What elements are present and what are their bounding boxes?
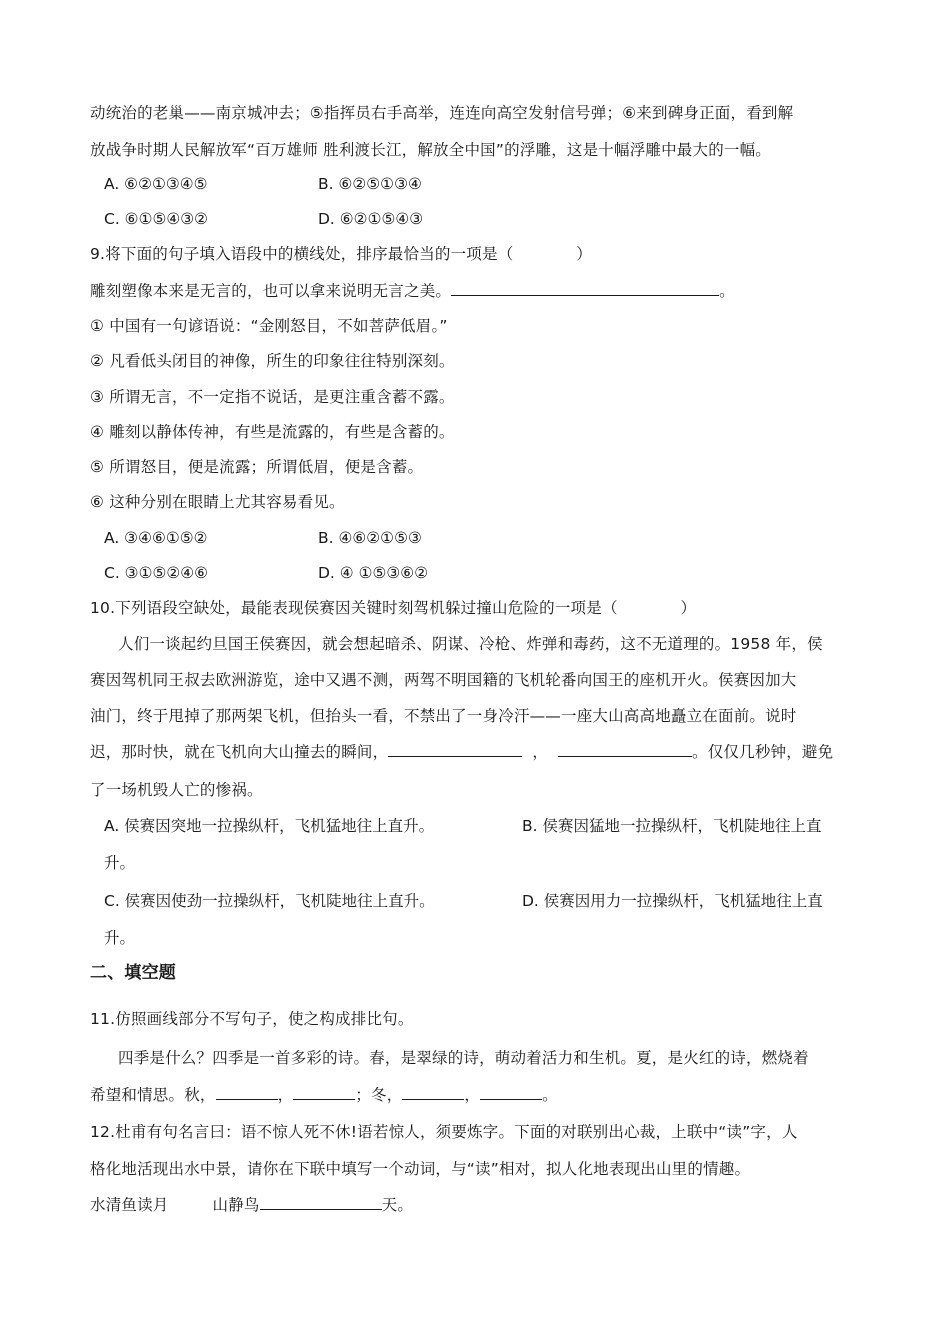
q10-passage-line-4 [90, 741, 833, 763]
q11-blank-4[interactable] [480, 1084, 542, 1100]
q11-autumn-label: 希望和情思。秋， [90, 1086, 216, 1104]
q12-stem-line-2: 格化地活现出水中景，请你在下联中填写一个动词，与“读”相对，拟人化地表现出山里的情趣。 [90, 1160, 751, 1178]
q10-option-c[interactable]: C. 侯赛因使劲一拉操纵杆，飞机陡地往上直升。 [104, 892, 435, 910]
q9-passage [90, 280, 735, 302]
q9-option-b[interactable]: B. ④⑥②①⑤③ [318, 529, 422, 547]
q8-text-line-2: 放战争时期人民解放军“百万雄师 胜利渡长江，解放全中国”的浮雕，这是十幅浮雕中最大的一幅。 [90, 141, 771, 159]
q10-option-d[interactable]: D. 侯赛因用力一拉操纵杆，飞机猛地往上直 [522, 892, 823, 910]
q10-stem: 10.下列语段空缺处，最能表现侯赛因关键时刻驾机躲过撞山危险的一项是（ ） [90, 599, 697, 617]
q9-option-d[interactable]: D. ④ ①⑤③⑥② [318, 564, 429, 582]
q9-item-1: ① 中国有一句谚语说：“金刚怒目，不如菩萨低眉。” [90, 317, 448, 335]
q12-upper-line: 水清鱼读月 [90, 1196, 169, 1214]
q9-item-2: ② 凡看低头闭目的神像，所生的印象往往特别深刻。 [90, 352, 455, 370]
section-heading: 二、填空题 [90, 963, 176, 983]
q9-passage-end: 。 [719, 282, 735, 300]
q10-comma: ， [532, 743, 549, 761]
q8-option-a[interactable]: A. ⑥②①③④⑤ [104, 175, 208, 193]
q9-option-a[interactable]: A. ③④⑥①⑤② [104, 529, 208, 547]
q10-passage-line-3: 油门，终于甩掉了那两架飞机，但抬头一看，不禁出了一身冷汗——一座大山高高地矗立在面前。说时 [90, 707, 797, 725]
q11-winter-label: 冬， [371, 1086, 403, 1104]
q8-option-b[interactable]: B. ⑥②⑤①③④ [318, 175, 422, 193]
q8-option-c[interactable]: C. ⑥①⑤④③② [104, 210, 209, 228]
q10-option-b-wrap: 升。 [104, 854, 136, 872]
q10-passage-text: 迟，那时快，就在飞机向大山撞去的瞬间， [90, 743, 389, 761]
q11-end: 。 [542, 1086, 558, 1104]
q9-passage-text: 雕刻塑像本来是无言的，也可以拿来说明无言之美。 [90, 282, 452, 300]
q9-stem: 9.将下面的句子填入语段中的横线处，排序最恰当的一项是（ ） [90, 245, 592, 263]
q10-blank-1[interactable] [388, 741, 522, 757]
q11-comma-1: ， [277, 1086, 294, 1104]
q9-item-3: ③ 所谓无言，不一定指不说话，是更注重含蓄不露。 [90, 388, 455, 406]
q12-stem-line-1: 12.杜甫有句名言曰：语不惊人死不休!语若惊人，须要炼字。下面的对联别出心裁，上联中“读”字，人 [90, 1123, 798, 1141]
q11-stem: 11.仿照画线部分不写句子，使之构成排比句。 [90, 1010, 414, 1028]
q12-lower-line-start: 山静鸟 [212, 1196, 260, 1214]
q10-option-a[interactable]: A. 侯赛因突地一拉操纵杆，飞机猛地往上直升。 [104, 817, 435, 835]
q9-option-c[interactable]: C. ③①⑤②④⑥ [104, 564, 209, 582]
q8-text-line-1: 动统治的老巢——南京城冲去；⑤指挥员右手高举，连连向高空发射信号弹；⑥来到碑身正面，看到解 [90, 104, 794, 122]
q9-answer-blank[interactable] [451, 280, 719, 296]
q11-comma-2: ， [464, 1086, 481, 1104]
q9-item-6: ⑥ 这种分别在眼睛上尤其容易看见。 [90, 493, 345, 511]
q10-option-d-wrap: 升。 [104, 929, 136, 947]
q12-answer-blank[interactable] [260, 1194, 382, 1210]
q11-blank-1[interactable] [216, 1084, 278, 1100]
q8-option-d[interactable]: D. ⑥②①⑤④③ [318, 210, 424, 228]
q11-passage-line-2 [90, 1084, 558, 1106]
q12-lower-line-end: 天。 [381, 1196, 414, 1214]
q10-option-b[interactable]: B. 侯赛因猛地一拉操纵杆，飞机陡地往上直 [522, 817, 822, 835]
q10-passage-line-2: 赛因驾机同王叔去欧洲游览，途中又遇不测，两驾不明国籍的飞机轮番向国王的座机开火。侯赛因加大 [90, 671, 797, 689]
q10-passage-tail: 。仅仅几秒钟，避免 [692, 743, 834, 761]
q11-passage-line-1: 四季是什么？四季是一首多彩的诗。春，是翠绿的诗，萌动着活力和生机。夏，是火红的诗，燃烧着 [118, 1049, 809, 1067]
q10-passage-line-5: 了一场机毁人亡的惨祸。 [90, 781, 263, 799]
q9-item-5: ⑤ 所谓怒目，便是流露；所谓低眉，便是含蓄。 [90, 458, 424, 476]
q11-blank-2[interactable] [293, 1084, 355, 1100]
q12-couplet [90, 1194, 413, 1216]
q10-blank-2[interactable] [558, 741, 692, 757]
q10-passage-line-1: 人们一谈起约旦国王侯赛因，就会想起暗杀、阴谋、冷枪、炸弹和毒药，这不无道理的。1958 年，侯 [118, 635, 823, 653]
q11-blank-3[interactable] [402, 1084, 464, 1100]
q11-semicolon: ； [355, 1086, 372, 1104]
q9-item-4: ④ 雕刻以静体传神，有些是流露的，有些是含蓄的。 [90, 423, 455, 441]
